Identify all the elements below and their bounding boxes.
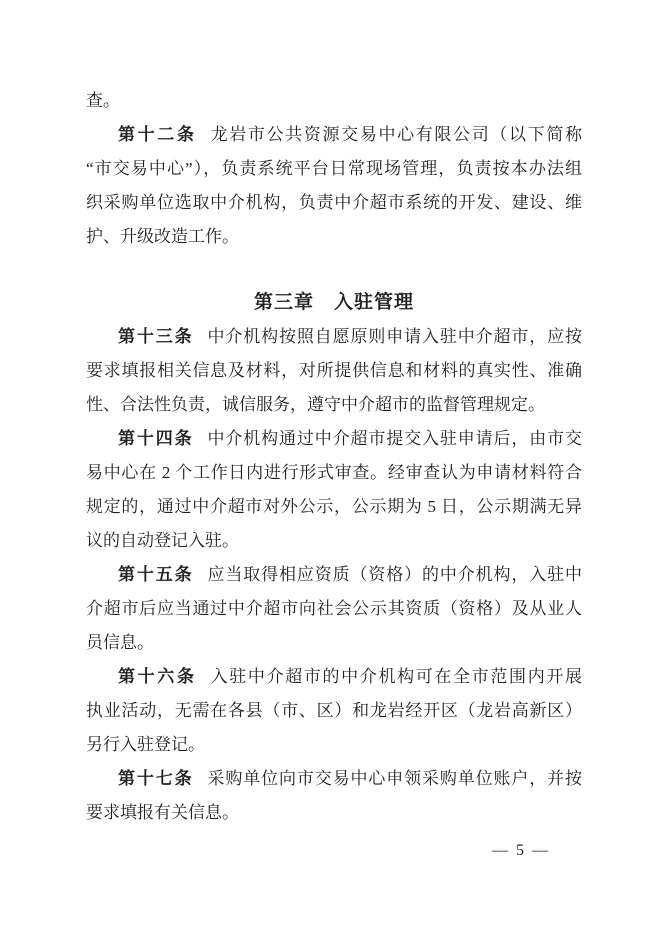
article-17-lead-text: 采购单位向市交易中心申领采购单位账户，并按 xyxy=(207,769,582,788)
article-14-line-4: 议的自动登记入驻。 xyxy=(86,531,239,550)
article-15 xyxy=(86,558,582,660)
article-14-label: 第十四条 xyxy=(118,429,194,448)
article-15-line-2: 介超市后应当通过中介超市向社会公示其资质（资格）及从业人 xyxy=(86,599,582,618)
article-15-label: 第十五条 xyxy=(118,565,194,584)
article-17-line-1 xyxy=(86,762,582,796)
article-16-line-3: 另行入驻登记。 xyxy=(86,735,205,754)
text-block xyxy=(86,84,582,830)
article-16-lead-text: 入驻中介超市的中介机构可在全市范围内开展 xyxy=(210,667,582,686)
article-12-line-3: 织采购单位选取中介机构，负责中介超市系统的开发、建设、维 xyxy=(86,193,582,212)
article-12 xyxy=(86,118,582,254)
article-12-line-2: “市交易中心”），负责系统平台日常现场管理，负责按本办法组 xyxy=(86,159,582,178)
article-13-lead-text: 中介机构按照自愿原则申请入驻中介超市，应按 xyxy=(207,327,582,346)
article-15-lead-text: 应当取得相应资质（资格）的中介机构，入驻中 xyxy=(207,565,582,584)
article-14-lead-text: 中介机构通过中介超市提交入驻申请后，由市交 xyxy=(207,429,582,448)
article-15-line-1 xyxy=(86,558,582,592)
article-17-label: 第十七条 xyxy=(118,769,194,788)
article-12-label: 第十二条 xyxy=(118,125,197,144)
article-14-line-2: 易中心在 2 个工作日内进行形式审查。经审查认为申请材料符合 xyxy=(86,463,582,482)
article-14-line-1 xyxy=(86,422,582,456)
article-16 xyxy=(86,660,582,762)
article-13-line-1 xyxy=(86,320,582,354)
article-14-line-3: 规定的，通过中介超市对外公示，公示期为 5 日，公示期满无异 xyxy=(86,497,582,516)
chapter-heading: 第三章 入驻管理 xyxy=(253,292,414,313)
article-16-line-1 xyxy=(86,660,582,694)
article-17-line-2: 要求填报有关信息。 xyxy=(86,803,239,822)
carryover-line: 查。 xyxy=(86,91,120,110)
article-12-line-1 xyxy=(86,118,582,152)
article-13-line-2: 要求填报相关信息及材料，对所提供信息和材料的真实性、准确 xyxy=(86,361,582,380)
article-17 xyxy=(86,762,582,830)
article-12-lead-text: 龙岩市公共资源交易中心有限公司（以下简称 xyxy=(210,125,582,144)
article-12-line-4: 护、升级改造工作。 xyxy=(86,227,239,246)
article-13 xyxy=(86,320,582,422)
article-16-label: 第十六条 xyxy=(118,667,197,686)
article-15-line-3: 员信息。 xyxy=(86,633,154,652)
article-13-label: 第十三条 xyxy=(118,327,194,346)
article-16-line-2: 执业活动，无需在各县（市、区）和龙岩经开区（龙岩高新区） xyxy=(86,701,582,720)
page-number: — 5 — xyxy=(492,842,550,859)
article-14 xyxy=(86,422,582,558)
article-13-line-3: 性、合法性负责，诚信服务，遵守中介超市的监督管理规定。 xyxy=(86,395,545,414)
